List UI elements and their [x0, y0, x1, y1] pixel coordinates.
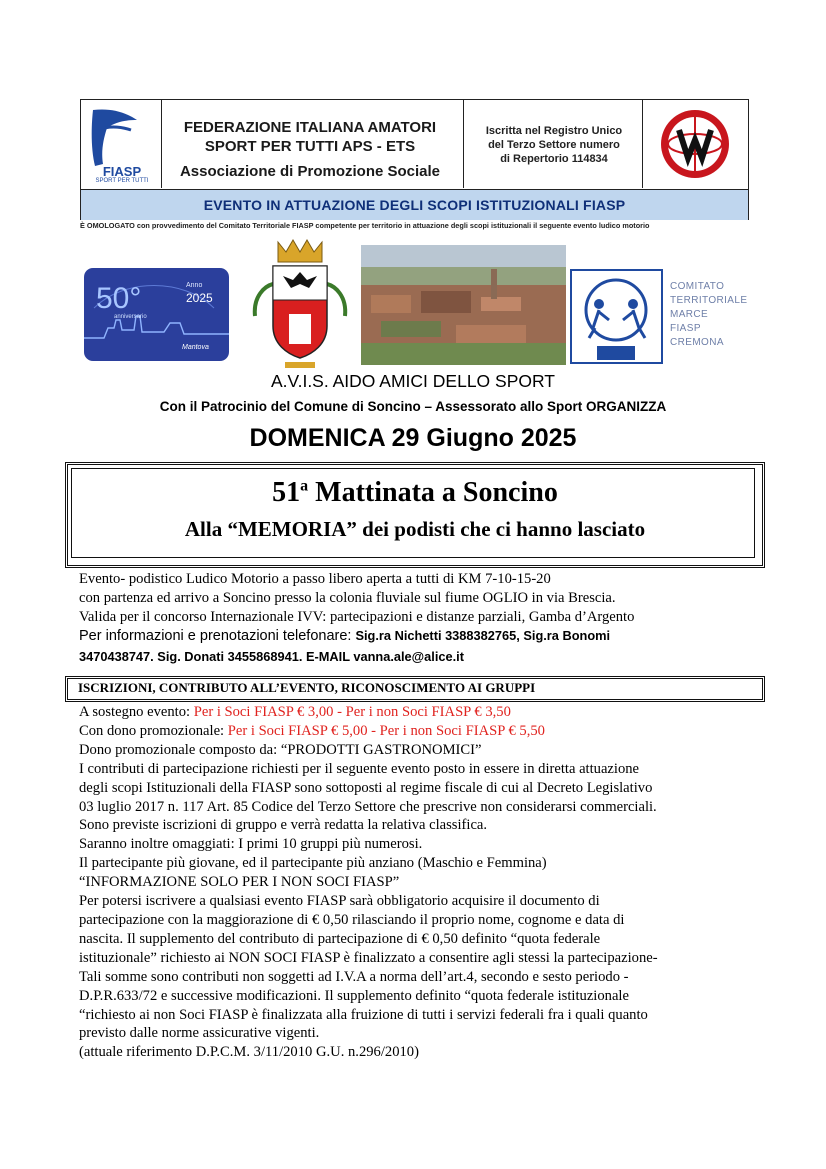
- association-name: Associazione di Promozione Sociale: [179, 163, 441, 180]
- fee-support-line: [79, 703, 759, 722]
- paragraph-line: “INFORMAZIONE SOLO PER I NON SOCI FIASP”: [79, 874, 400, 891]
- comitato-marce-icon: [569, 268, 664, 365]
- comitato-line-5: CREMONA: [670, 337, 724, 348]
- fee-support-value: Per i Soci FIASP € 3,00 - Per i non Soci FIASP € 3,50: [193, 704, 511, 720]
- section-title-box: [65, 676, 765, 702]
- soncino-aerial-photo: [361, 245, 566, 365]
- paragraph-line: Tali somme sono contributi non soggetti ad I.V.A a norma dell’art.4, secondo e sesto periodo -: [79, 968, 629, 985]
- anniversary-card: [84, 268, 229, 361]
- paragraph-line: Dono promozionale composto da: “PRODOTTI GASTRONOMICI”: [79, 741, 482, 758]
- paragraph-line: istituzionale” richiesto ai NON SOCI FIASP è finalizzato a consentire agli stessi la partecipazione-: [79, 949, 658, 966]
- registry-text: [476, 124, 632, 166]
- federation-name: [165, 118, 455, 156]
- comitato-line-4: FIASP: [670, 323, 701, 334]
- comitato-line-3: MARCE: [670, 309, 709, 320]
- info-line: [79, 627, 610, 646]
- paragraph-line: 03 luglio 2017 n. 117 Art. 85 Codice del Terzo Settore che prescrive non considerarsi commerciali.: [79, 798, 657, 815]
- anniversary-number: 50°: [96, 282, 142, 315]
- omologation-text: È OMOLOGATO con provvedimento del Comitato Territoriale FIASP competente per territorio in attuazione degli scopi istituzionali il seguente evento ludico motorio: [80, 221, 650, 230]
- fiasp-logo-subtext: SPORT PER TUTTI: [95, 178, 149, 184]
- paragraph-line: Saranno inoltre omaggiati: I primi 10 gruppi più numerosi.: [79, 836, 423, 853]
- fee-gift-line: [79, 722, 759, 741]
- fee-support-label: A sostegno evento:: [79, 704, 194, 720]
- intro-line-3: Valida per il concorso Internazionale IVV: partecipazioni e distanze parziali, Gamba d’Argento: [79, 609, 635, 625]
- soncino-coat-of-arms: [245, 236, 355, 371]
- paragraph-line: Il partecipante più giovane, ed il partecipante più anziano (Maschio e Femmina): [79, 855, 547, 872]
- info-contacts-2: 3470438747. Sig. Donati 3455868941. E-MAIL vanna.ale@alice.it: [79, 649, 464, 664]
- patronage-line: Con il Patrocinio del Comune di Soncino – Assessorato allo Sport ORGANIZZA: [159, 399, 667, 414]
- federation-line-1: FEDERAZIONE ITALIANA AMATORI: [183, 119, 437, 136]
- organizer-title: A.V.I.S. AIDO AMICI DELLO SPORT: [271, 371, 555, 391]
- event-ordinal: a: [300, 477, 309, 495]
- fee-gift-label: Con dono promozionale:: [79, 722, 228, 739]
- paragraph-line: D.P.R.633/72 e successive modificazioni. Il supplemento definito “quota federale istituzionale: [79, 987, 629, 1004]
- event-name: Mattinata a Soncino: [308, 477, 558, 508]
- registry-line-3: di Repertorio 114834: [500, 153, 608, 165]
- fiasp-header-banner: [80, 99, 749, 220]
- anno-year: 2025: [186, 291, 213, 305]
- intro-line-1: Evento- podistico Ludico Motorio a passo libero aperta a tutti di KM 7-10-15-20: [79, 571, 551, 587]
- paragraph-line: partecipazione con la maggiorazione di € 0,50 rilasciando il proprio nome, cognome e data di: [79, 911, 625, 928]
- event-title: [68, 477, 762, 509]
- ivv-emblem-icon: [643, 100, 748, 188]
- paragraph-line: “richiesto ai non Soci FIASP è finalizzata alla fruizione di tutti i servizi federali fra i quali quanto: [79, 1006, 648, 1023]
- fiasp-logo-text: FIASP: [102, 164, 142, 179]
- paragraph-line: degli scopi Istituzionali della FIASP sono sottoposti al regime fiscale di cui al Decreto Legislativo: [79, 779, 653, 796]
- paragraph-line: I contributi di partecipazione richiesti per il seguente evento posto in essere in diretta attuazione: [79, 760, 640, 777]
- event-banner-text: EVENTO IN ATTUAZIONE DEGLI SCOPI ISTITUZIONALI FIASP: [203, 197, 626, 213]
- federation-line-2: SPORT PER TUTTI APS - ETS: [204, 138, 416, 155]
- anno-label: Anno: [186, 282, 203, 289]
- paragraph-line: previsto dalle norme assicurative vigenti.: [79, 1025, 320, 1042]
- comitato-territoriale-text: [670, 280, 750, 350]
- registry-line-2: del Terzo Settore numero: [488, 139, 620, 151]
- section-title: ISCRIZIONI, CONTRIBUTO ALL’EVENTO, RICONOSCIMENTO AI GRUPPI: [78, 680, 536, 695]
- anniversary-word: anniversario: [114, 314, 147, 320]
- registry-box: [463, 100, 643, 188]
- info-label: Per informazioni e prenotazioni telefonare:: [79, 628, 356, 644]
- details-paragraph: [79, 703, 759, 1062]
- paragraph-line: Sono previste iscrizioni di gruppo e verrà redatta la relativa classifica.: [79, 817, 488, 834]
- comitato-line-2: TERRITORIALE: [670, 295, 748, 306]
- comitato-line-1: COMITATO: [670, 281, 725, 292]
- fiasp-logo: [81, 100, 162, 188]
- event-title-box: [65, 462, 765, 568]
- town-photo-image: [361, 245, 566, 365]
- event-date: DOMENICA 29 Giugno 2025: [249, 424, 577, 452]
- fee-gift-value: Per i Soci FIASP € 5,00 - Per i non Soci FIASP € 5,50: [227, 722, 545, 739]
- mantova-label: Mantova: [182, 344, 209, 351]
- paragraph-line: Per potersi iscrivere a qualsiasi evento FIASP sarà obbligatorio acquisire il documento di: [79, 893, 600, 910]
- paragraph-line: (attuale riferimento D.P.C.M. 3/11/2010 G.U. n.296/2010): [79, 1044, 419, 1061]
- event-number: 51: [272, 477, 301, 508]
- paragraph-line: nascita. Il supplemento del contributo di partecipazione di € 0,50 definito “quota federale: [79, 930, 601, 947]
- event-banner: [81, 189, 748, 220]
- ivv-logo: [643, 100, 748, 188]
- memorial-subtitle: Alla “MEMORIA” dei podisti che ci hanno lasciato: [184, 517, 646, 541]
- comitato-logo: [569, 268, 664, 365]
- registry-line-1: Iscritta nel Registro Unico: [485, 125, 623, 137]
- info-contacts: Sig.ra Nichetti 3388382765, Sig.ra Bonomi: [355, 628, 611, 643]
- coat-of-arms-icon: [245, 236, 355, 371]
- intro-line-2: con partenza ed arrivo a Soncino presso la colonia fluviale sul fiume OGLIO in via Brescia.: [79, 590, 616, 606]
